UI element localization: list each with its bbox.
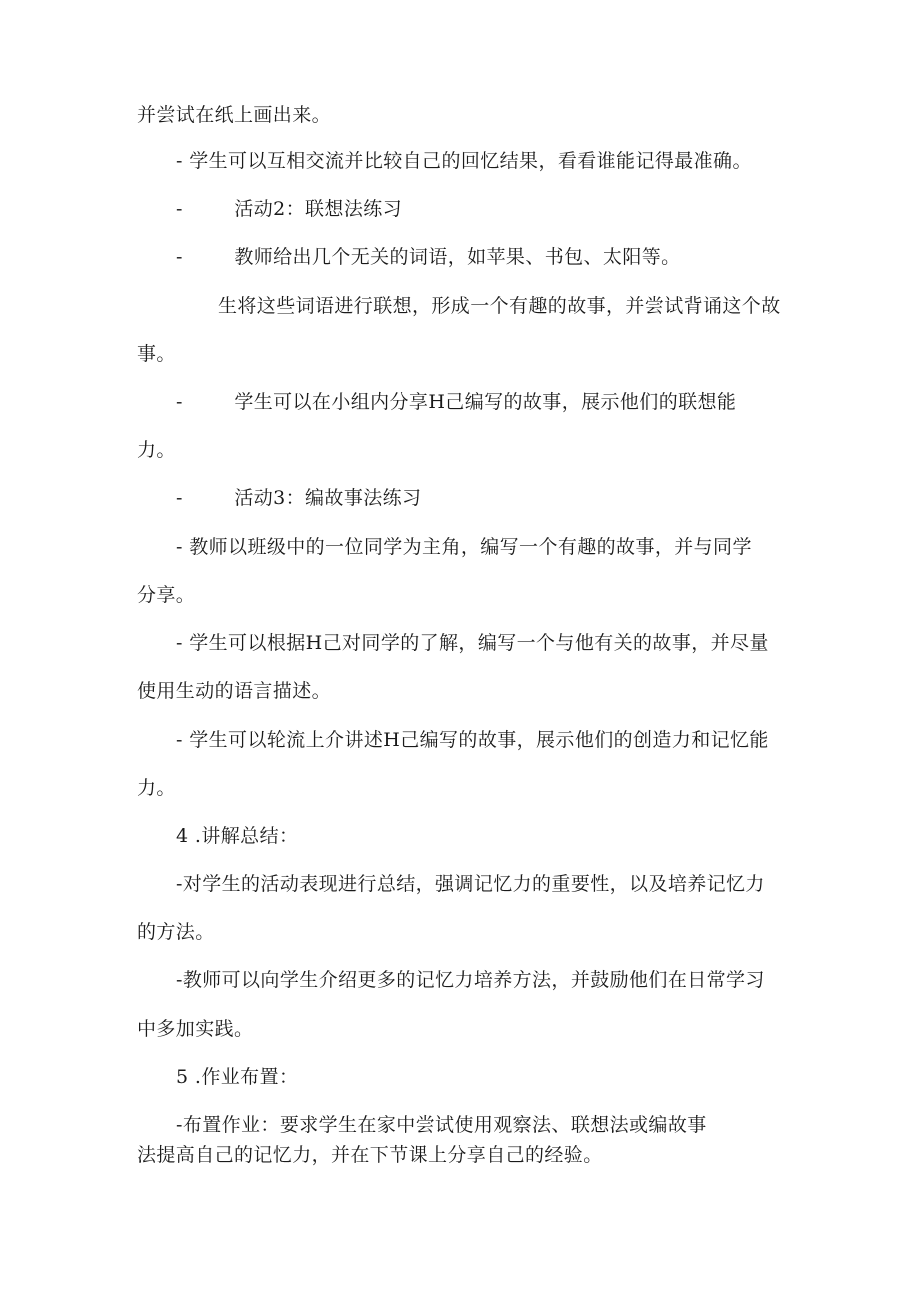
section-heading: 5 .作业布置： (176, 1066, 299, 1088)
text-line: 事。 (137, 343, 176, 365)
text-line: - 教师给出几个无关的词语，如苹果、书包、太阳等。 (176, 246, 681, 268)
text-line: - 学生可以根据H己对同学的了解，编写一个与他有关的故事，并尽量 (176, 632, 769, 654)
text-line: 使用生动的语言描述。 (137, 680, 332, 702)
text-line: - 学生可以轮流上介讲述H己编写的故事，展示他们的创造力和记忆能 (176, 729, 769, 751)
text-line: - 活动3：编故事法练习 (176, 487, 422, 509)
text-line: 法提高自己的记忆力，并在下节课上分享自己的经验。 (137, 1144, 603, 1166)
text-line: - 教师以班级中的一位同学为主角，编写一个有趣的故事，并与同学 (176, 536, 752, 558)
text-line: -对学生的活动表现进行总结，强调记忆力的重要性，以及培养记忆力 (176, 873, 765, 895)
text-line: - 学生可以互相交流并比较自己的回忆结果，看看谁能记得最准确。 (176, 150, 752, 172)
text-line: 分享。 (137, 584, 196, 606)
text-line: 的方法。 (137, 921, 215, 943)
text-line: 中多加实践。 (137, 1018, 254, 1040)
text-line: - 活动2：联想法练习 (176, 198, 403, 220)
text-line: -布置作业：要求学生在家中尝试使用观察法、联想法或编故事 (176, 1114, 707, 1136)
text-line: 力。 (137, 777, 176, 799)
text-line: - 学生可以在小组内分享H己编写的故事，展示他们的联想能 (176, 391, 737, 413)
text-line: -教师可以向学生介绍更多的记忆力培养方法，并鼓励他们在日常学习 (176, 969, 765, 991)
text-line: 并尝试在纸上画出来。 (137, 104, 332, 126)
section-heading: 4 .讲解总结： (176, 825, 299, 847)
text-line: 生将这些词语进行联想，形成一个有趣的故事，并尝试背诵这个故 (218, 295, 781, 317)
text-line: 力。 (137, 439, 176, 461)
